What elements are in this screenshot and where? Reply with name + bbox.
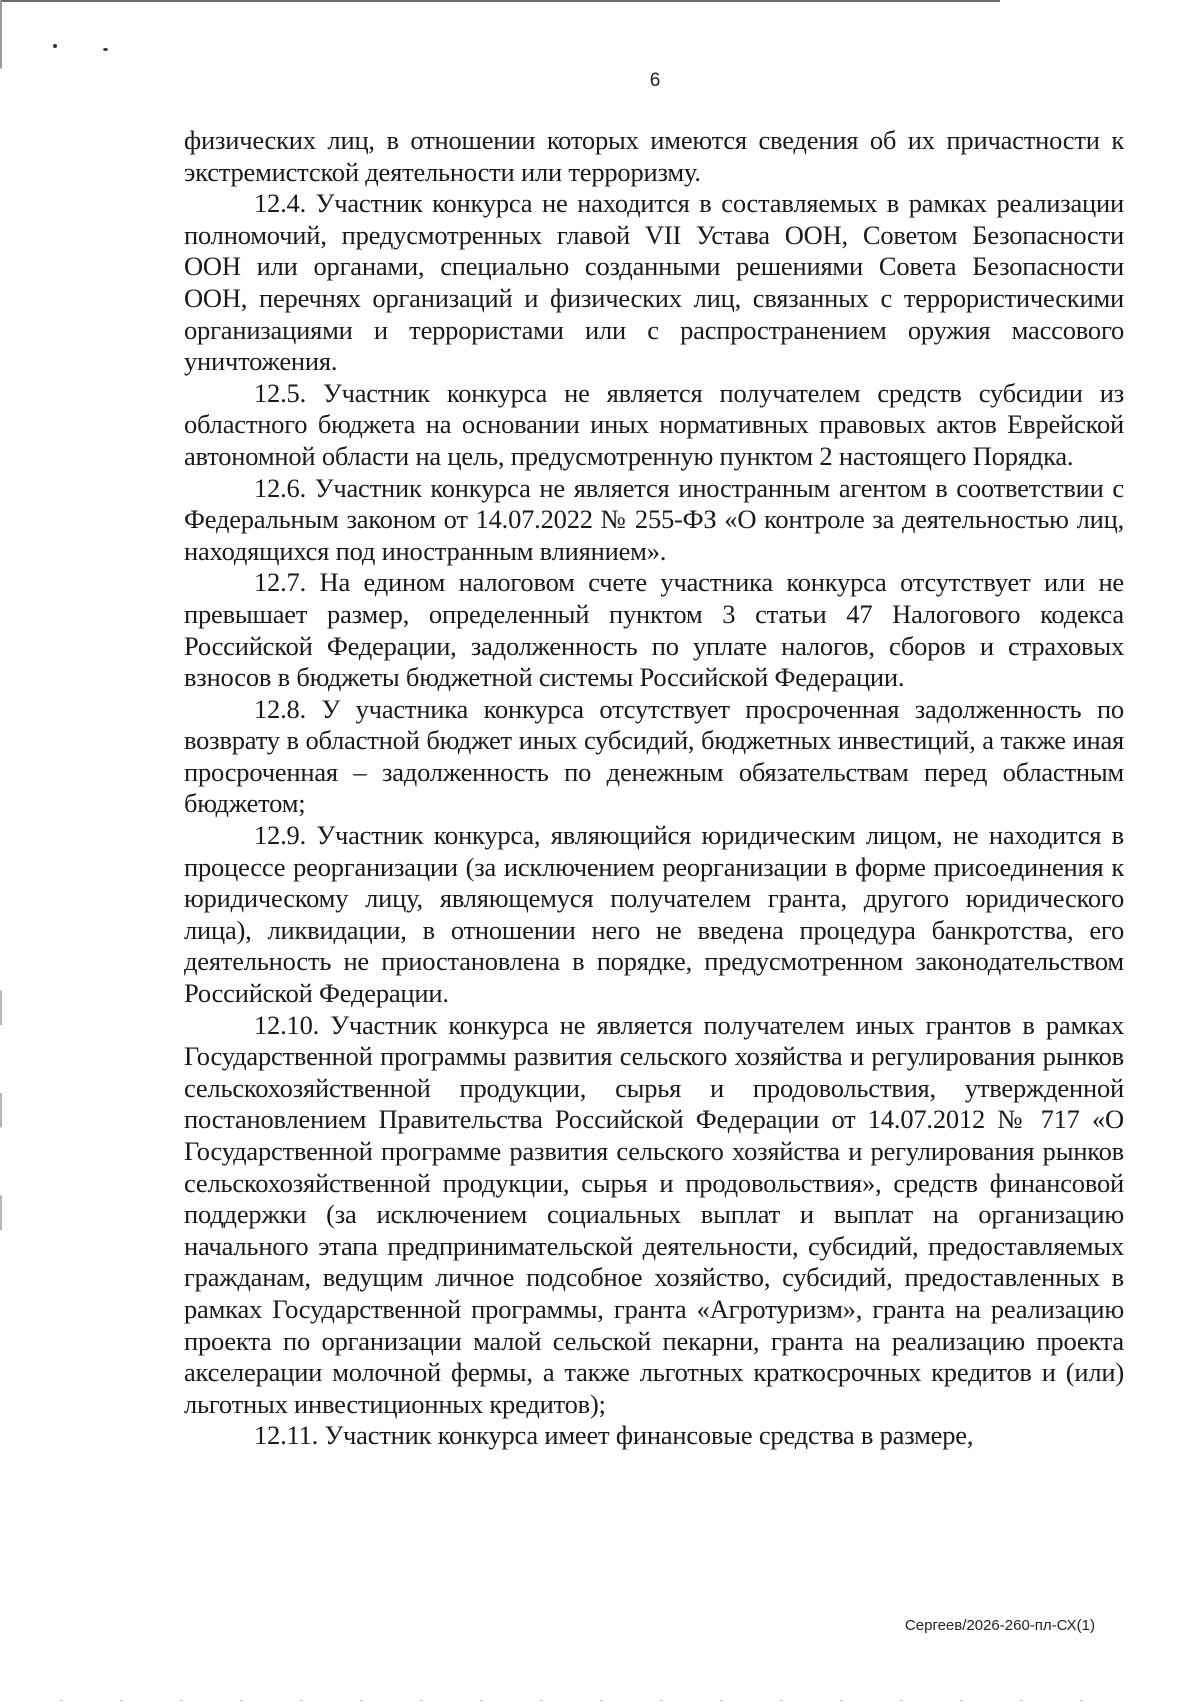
clause-12-7: 12.7. На едином налоговом счете участника конкурса отсутствует или не превышает размер, определенный пунктом 3 статьи 47 Налогового кодекса Российской Федерации, задолженность по уплате налогов, сборов и страховых взносов в бюджеты бюджетной системы Российской Федерации. xyxy=(184,567,1124,693)
clause-12-9: 12.9. Участник конкурса, являющийся юридическим лицом, не находится в процессе реорганизации (за исключением реорганизации в форме присоединения к юридическому лицу, являющемуся получателем гранта, другого юридического лица), ликвидации, в отношении него не введена процедура банкротства, его деятельность не приостановлена в порядке, предусмотренном законодательством Российской Федерации. xyxy=(184,820,1124,1009)
scan-edge-left xyxy=(0,0,2,1708)
clause-12-4: 12.4. Участник конкурса не находится в составляемых в рамках реализации полномочий, предусмотренных главой VII Устава ООН, Советом Безопасности ООН или органами, специально созданными решениями Совета Безопасности ООН, перечнях организаций и физических лиц, связанных с террористическими организациями и террористами или с распространением оружия массового уничтожения. xyxy=(184,188,1124,377)
scan-edge-bottom xyxy=(60,1700,1140,1701)
scan-speck xyxy=(103,48,108,51)
clause-12-6: 12.6. Участник конкурса не является иностранным агентом в соответствии с Федеральным законом от 14.07.2022 № 255-ФЗ «О контроле за деятельностью лиц, находящихся под иностранным влиянием». xyxy=(184,472,1124,566)
page-number: 6 xyxy=(649,70,661,91)
document-reference-code: Сергеев/2026-260-пл-СХ(1) xyxy=(904,1617,1095,1634)
scan-speck xyxy=(53,44,57,48)
clause-12-5: 12.5. Участник конкурса не является получателем средств субсидии из областного бюджета на основании иных нормативных правовых актов Еврейской автономной области на цель, предусмотренную пунктом 2 настоящего Порядка. xyxy=(184,377,1124,471)
document-body xyxy=(184,125,1124,1452)
clause-12-8: 12.8. У участника конкурса отсутствует просроченная задолженность по возврату в областной бюджет иных субсидий, бюджетных инвестиций, а также иная просроченная – задолженность по денежным обязательствам перед областным бюджетом; xyxy=(184,693,1124,819)
paragraph-continuation: физических лиц, в отношении которых имеются сведения об их причастности к экстремистской деятельности или терроризму. xyxy=(184,125,1124,187)
scan-edge-top xyxy=(0,0,1000,2)
clause-12-11: 12.11. Участник конкурса имеет финансовые средства в размере, xyxy=(254,1420,974,1451)
clause-12-10: 12.10. Участник конкурса не является получателем иных грантов в рамках Государственной программы развития сельского хозяйства и регулирования рынков сельскохозяйственной продукции, сырья и продовольствия, утвержденной постановлением Правительства Российской Федерации от 14.07.2012 № 717 «О Государственной программе развития сельского хозяйства и регулирования рынков сельскохозяйственной продукции, сырья и продовольствия», средств финансовой поддержки (за исключением социальных выплат и выплат на организацию начального этапа предпринимательской деятельности, субсидий, предоставляемых гражданам, ведущим личное подсобное хозяйство, субсидий, предоставленных в рамках Государственной программы, гранта «Агротуризм», гранта на реализацию проекта по организации малой сельской пекарни, гранта на реализацию проекта акселерации молочной фермы, а также льготных краткосрочных кредитов и (или) льготных инвестиционных кредитов); xyxy=(184,1009,1124,1419)
